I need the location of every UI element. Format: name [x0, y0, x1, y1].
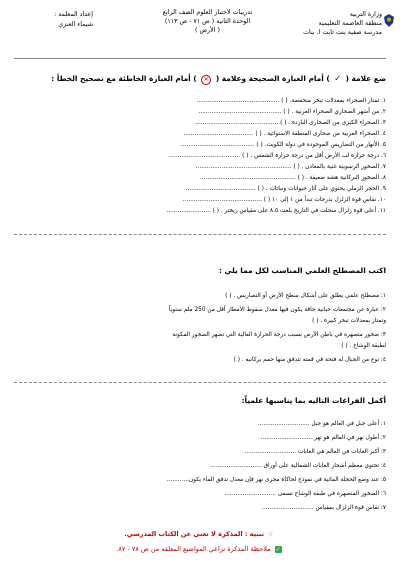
- section2-item-continued: وتمتاز بمعدلات تبخر كبيرة . ( ): [312, 318, 386, 324]
- section1-item: ٣. الصحراء الكبرى من الصحارى الباردة . ( ) .............................................: [195, 120, 386, 126]
- section3-item: ٥: عند وضع الحجلة المائية في نموذج لحاكاة مجرى نهر فإن معدل تدفق الماء يكون............: [166, 477, 386, 483]
- section1-item: ٨. الصخور البركانية هشه ضعيفة . ( ) ....................................................: [200, 175, 386, 181]
- pointing-hand-icon: ☞: [268, 531, 274, 538]
- check-box-icon: ✓: [275, 546, 281, 553]
- section-divider: [14, 234, 386, 235]
- section2-item: ٤: نوع من الجبال له فتحة في قمته تتدفق منها حمم بركانيه . ( ): [233, 357, 386, 363]
- header-teacher-info: [8, 10, 93, 30]
- section2-item: ٢: عبارة عن مجتمعات حيانية جافة يكون فيها معدل سقوط الأمطار أقل من 250 ملم سنوياً: [168, 307, 386, 313]
- section2-item: ٣: صخور متصهره في باطن الأرض بسبب درجة الحرارة العالية التي تصهر الصخور المكونة: [172, 332, 386, 338]
- school-name: مدرسة صفية بنت ثابت ا. بنات: [303, 29, 382, 36]
- section1-item: ٩. الحجر الرملي يحتوي على آثار حيوانات ونباتات . ( ) ......................................: [185, 186, 386, 192]
- unit-label: الوحدة الثانية ( ص ٧١ - ص ١١٣): [164, 18, 251, 25]
- section2-title: اكتب المصطلح العلمي المناسب لكل مما يلي :: [218, 266, 386, 275]
- section1-item: ١٠. نقاس قوة الزلزل بدرجات تبدأ من ١ إلى ١٠ ( ) ...........................................: [182, 197, 386, 203]
- checkmark-icon: ✓: [334, 74, 341, 83]
- section2-item-continued: لطبقة الوشاح . ( ): [341, 343, 386, 349]
- header-exam-info: [125, 8, 290, 35]
- section-divider: [14, 382, 386, 383]
- ministry-emblem-icon: [384, 12, 394, 25]
- section3-item: ٦: الصخور المنصهره في طبقة الوشاح تسمى ............................: [224, 491, 386, 497]
- section3-item: ٧: نقاس قوة الزلزال بمقياس ............................: [262, 505, 386, 511]
- header-divider: [14, 58, 386, 59]
- section3-item: ٣: أكبر الغابات في العالم هي الغابات ............................: [244, 449, 386, 455]
- teacher-name: شيماء العنزي: [58, 21, 93, 28]
- section1-item: ٢. من أشهر الصحاري الصحراء العربية . ( ) .............................................: [198, 109, 386, 115]
- footer-warning: ☞ تنبيه : المذكرة لا تغني عن الكتاب المدرسي.: [124, 530, 274, 538]
- section3-title: أكمل الفراغات التاليه بما يناسبها علمياً:: [241, 396, 386, 405]
- exam-title: تدريبات لاختبار العلوم الصف الرابع: [162, 9, 253, 16]
- section3-item: ١: أعلى جبل في العالم هو جبل ............................: [257, 421, 386, 427]
- section1-item: ١. تمتاز الصحراء بمعدلات تبخر منخفضة. ( ) .............................................: [196, 98, 386, 104]
- footer-note: ✓ ملاحظة المذكرة تراعي المواضيع المعلقه من ص ٧٨ - ٨٧.: [116, 545, 281, 553]
- section1-item: ٥. الأنهار من التضاريس الموجوده في دولة الكويت. ( ) ........................................: [180, 142, 386, 148]
- section3-item: ٤: تحتوي معظم أشجار الغابات الشمالية على أوراق ............................: [210, 463, 386, 469]
- section1-item: ٦. درجة حرارة لب الأرض أقل من درجة حرارة الشمس . ( ) .......................................: [168, 153, 386, 159]
- cross-icon: ✕: [201, 75, 211, 85]
- prepared-by-label: إعداد المعلمة :: [54, 11, 93, 18]
- district-name: منطقة العاصمة التعليمية: [318, 20, 382, 27]
- section1-item: ٤. الصحراء العربية من صحارى المنطقة الاستوائية . ( ) ......................................: [183, 131, 386, 137]
- section3-item: ٢: أطول نهر في العالم هو نهر ............................: [260, 435, 386, 441]
- ministry-name: وزارة التربية: [349, 11, 382, 18]
- section1-item: ٧. الصخور الرسوبية غنية بالمعادن . ( ) ....................................................: [195, 164, 386, 170]
- section1-title: ضع علامة ( ✓ ) أمام العبارة الصحيحة وعلامة ( ✕ ) أمام العبارة الخاطئة مع تصحيح الخطأ :: [51, 74, 386, 83]
- section1-item: ١١. أعلى قوة زلزال سجلت في التاريخ بلغت ٨.٥ على مقياس ريختر . ( ) ........................: [166, 208, 386, 214]
- section2-item: ١: مصطلح علمي يطلق على أشكال سطح الأرض أو التضاريس . ( ): [225, 293, 386, 299]
- topic-label: ( الأرض ): [195, 27, 220, 34]
